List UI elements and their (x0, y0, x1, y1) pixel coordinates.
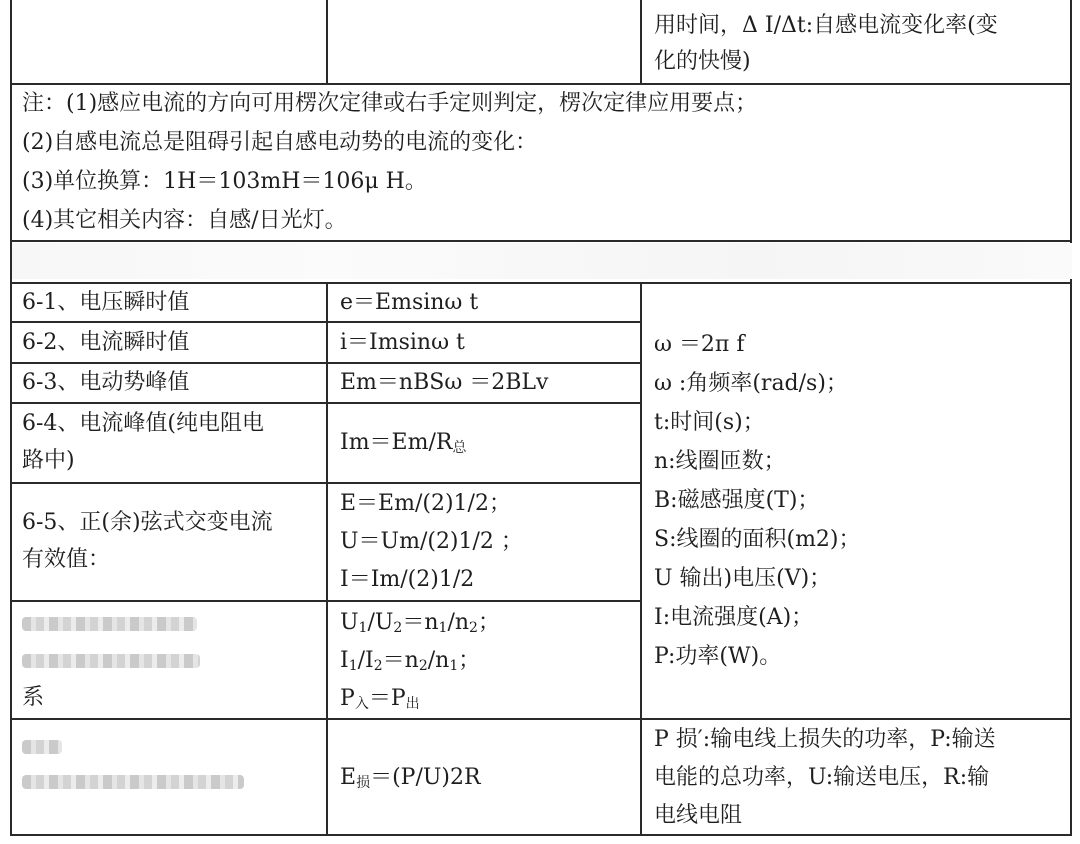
row-6-6-formula-line2 (340, 643, 480, 684)
row-6-6-formula-line3 (340, 681, 420, 722)
row-6-5-label-line2: 有效值： (22, 547, 111, 572)
row-6-5-formula-line2: U＝Um/(2)1/2 ； (340, 529, 523, 554)
row-line-5 (10, 600, 642, 602)
top-desc-line1: 用时间，Δ I/Δt:自感电流变化率(变 (654, 13, 998, 38)
legend-2: ω :角频率(rad/s)； (654, 371, 848, 396)
right-border (1070, 0, 1072, 836)
f2-a-sub: 1 (348, 658, 358, 674)
illegible-label-line1 (22, 617, 197, 631)
col-divider-top-1 (326, 0, 328, 84)
f1-c-sub: 1 (438, 620, 448, 636)
f1-e: ； (477, 610, 500, 635)
row-6-4-label-line1: 6-4、电流峰值(纯电阻电 (22, 411, 265, 436)
row-6-4-label-line2: 路中) (22, 448, 75, 473)
illegible-last-label-line1 (22, 740, 62, 754)
legend-7: U 输出)电压(V)； (654, 566, 832, 591)
f1-a-sub: 1 (358, 620, 368, 636)
f2-a: I (340, 648, 349, 673)
loss-desc-line1: P 损′:输电线上损失的功率，P:输送 (654, 727, 996, 752)
row-6-2-formula: i＝Imsinω t (340, 330, 465, 355)
f1-d: /n (447, 610, 470, 635)
f2-c: ＝n (382, 648, 419, 673)
row-line-3 (10, 402, 642, 404)
loss-formula-rest: ＝(P/U)2R (370, 765, 481, 790)
row-6-5-formula-line1: E＝Em/(2)1/2； (340, 491, 511, 516)
legend-4: n:线圈匝数； (654, 449, 786, 474)
row-6-1-label: 6-1、电压瞬时值 (22, 290, 190, 315)
note-4: (4)其它相关内容：自感/日光灯。 (22, 208, 347, 233)
f2-b-sub: 2 (373, 658, 383, 674)
f3-b: ＝P (368, 686, 406, 711)
illegible-last-label-line2 (22, 775, 244, 789)
col-divider-1 (326, 282, 328, 836)
col-divider-top-2 (640, 0, 642, 84)
row-6-5-formula-line3: I＝Im/(2)1/2 (340, 567, 475, 592)
loss-formula (340, 760, 481, 801)
f1-b-sub: 2 (393, 620, 403, 636)
row-line-4 (10, 482, 642, 484)
row-line-section-top (10, 282, 1072, 284)
row-line-notes-top (10, 83, 1072, 85)
legend-5: B:磁感强度(T)； (654, 488, 820, 513)
f2-e: ； (458, 648, 481, 673)
col-divider-2 (640, 282, 642, 836)
f1-c: ＝n (402, 610, 439, 635)
loss-formula-sub: 损 (356, 775, 371, 791)
row-6-4-formula (340, 425, 466, 466)
f3-a: P (340, 686, 355, 711)
f1-b: /U (367, 610, 394, 635)
f1-a: U (340, 610, 359, 635)
f2-d: /n (427, 648, 450, 673)
loss-desc-line2: 电能的总功率，U:输送电压，R:输 (654, 765, 990, 790)
row-6-6-label-line3: 系 (22, 685, 45, 710)
f3-b-sub: 出 (405, 696, 420, 712)
row-line-6 (10, 718, 1072, 720)
row-6-3-formula: Em＝nBSω ＝2BLv (340, 370, 549, 395)
row-6-5-label-line1: 6-5、正(余)弦式交变电流 (22, 510, 273, 535)
legend-9: P:功率(W)。 (654, 644, 782, 669)
top-desc-line2: 化的快慢) (654, 49, 751, 74)
row-6-2-label: 6-2、电流瞬时值 (22, 330, 190, 355)
illegible-label-line2 (22, 654, 200, 668)
note-2: (2)自感电流总是阻碍引起自感电动势的电流的变化： (22, 130, 538, 155)
row-6-1-formula: e＝Emsinω t (340, 290, 479, 315)
f1-d-sub: 2 (469, 620, 478, 636)
row-line-1 (10, 321, 642, 323)
f2-d-sub: 1 (449, 658, 459, 674)
note-3: (3)单位换算：1H＝103mH＝106μ H。 (22, 169, 427, 194)
row-6-3-label: 6-3、电动势峰值 (22, 370, 190, 395)
row-6-4-formula-main: Im＝Em/R (340, 430, 453, 455)
note-1: 注：(1)感应电流的方向可用楞次定律或右手定则判定，楞次定律应用要点； (22, 91, 758, 116)
table-bottom-border (10, 834, 1072, 836)
section-gap-band (12, 243, 1072, 279)
f2-c-sub: 2 (418, 658, 428, 674)
f2-b: /I (357, 648, 374, 673)
row-6-4-formula-sub: 总 (452, 440, 467, 456)
row-line-notes-bottom (10, 240, 1072, 242)
legend-6: S:线圈的面积(m2)； (654, 527, 861, 552)
f3-a-sub: 入 (354, 696, 369, 712)
row-line-2 (10, 362, 642, 364)
legend-8: I:电流强度(A)； (654, 605, 814, 630)
loss-formula-main: E (340, 765, 357, 790)
legend-3: t:时间(s)； (654, 410, 765, 435)
row-6-6-formula-line1 (340, 605, 500, 646)
legend-1: ω ＝2π f (654, 332, 745, 357)
loss-desc-line3: 电线电阻 (654, 803, 743, 828)
left-border (10, 0, 12, 836)
